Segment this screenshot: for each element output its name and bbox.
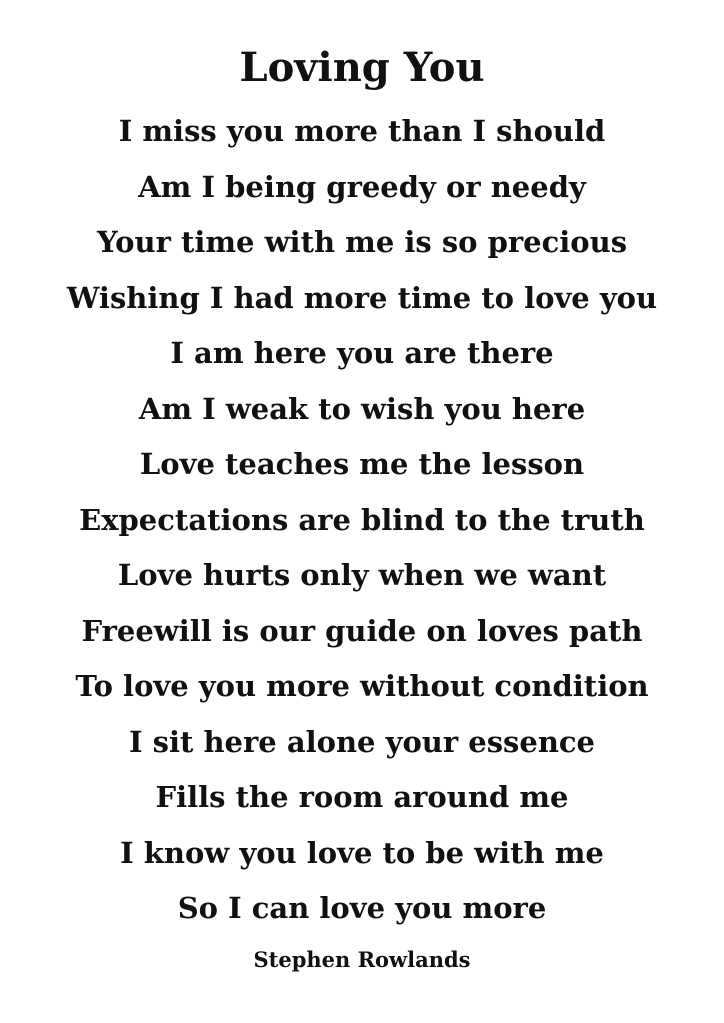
poem-line: So I can love you more — [177, 891, 547, 925]
poem-line: Love hurts only when we want — [117, 558, 607, 592]
poem-line: Fills the room around me — [155, 780, 569, 814]
poem-line: Your time with me is so precious — [96, 225, 628, 259]
poem-line: Wishing I had more time to love you — [66, 280, 658, 315]
poem-line: Am I being greedy or needy — [138, 169, 586, 204]
poem-line: To love you more without condition — [75, 669, 649, 703]
poem-author: Stephen Rowlands — [253, 947, 471, 972]
poem-body — [0, 104, 724, 937]
poem-line: I sit here alone your essence — [128, 724, 596, 759]
poem-line: I am here you are there — [170, 336, 554, 370]
poem-line: Am I weak to wish you here — [138, 391, 586, 426]
poem-title: Loving You — [239, 44, 485, 91]
poem-line: Love teaches me the lesson — [139, 447, 585, 481]
poem-line: Freewill is our guide on loves path — [81, 613, 643, 648]
poem-line: I miss you more than I should — [118, 114, 606, 148]
poem-line: I know you love to be with me — [120, 835, 604, 870]
poem-line: Expectations are blind to the truth — [79, 502, 645, 537]
